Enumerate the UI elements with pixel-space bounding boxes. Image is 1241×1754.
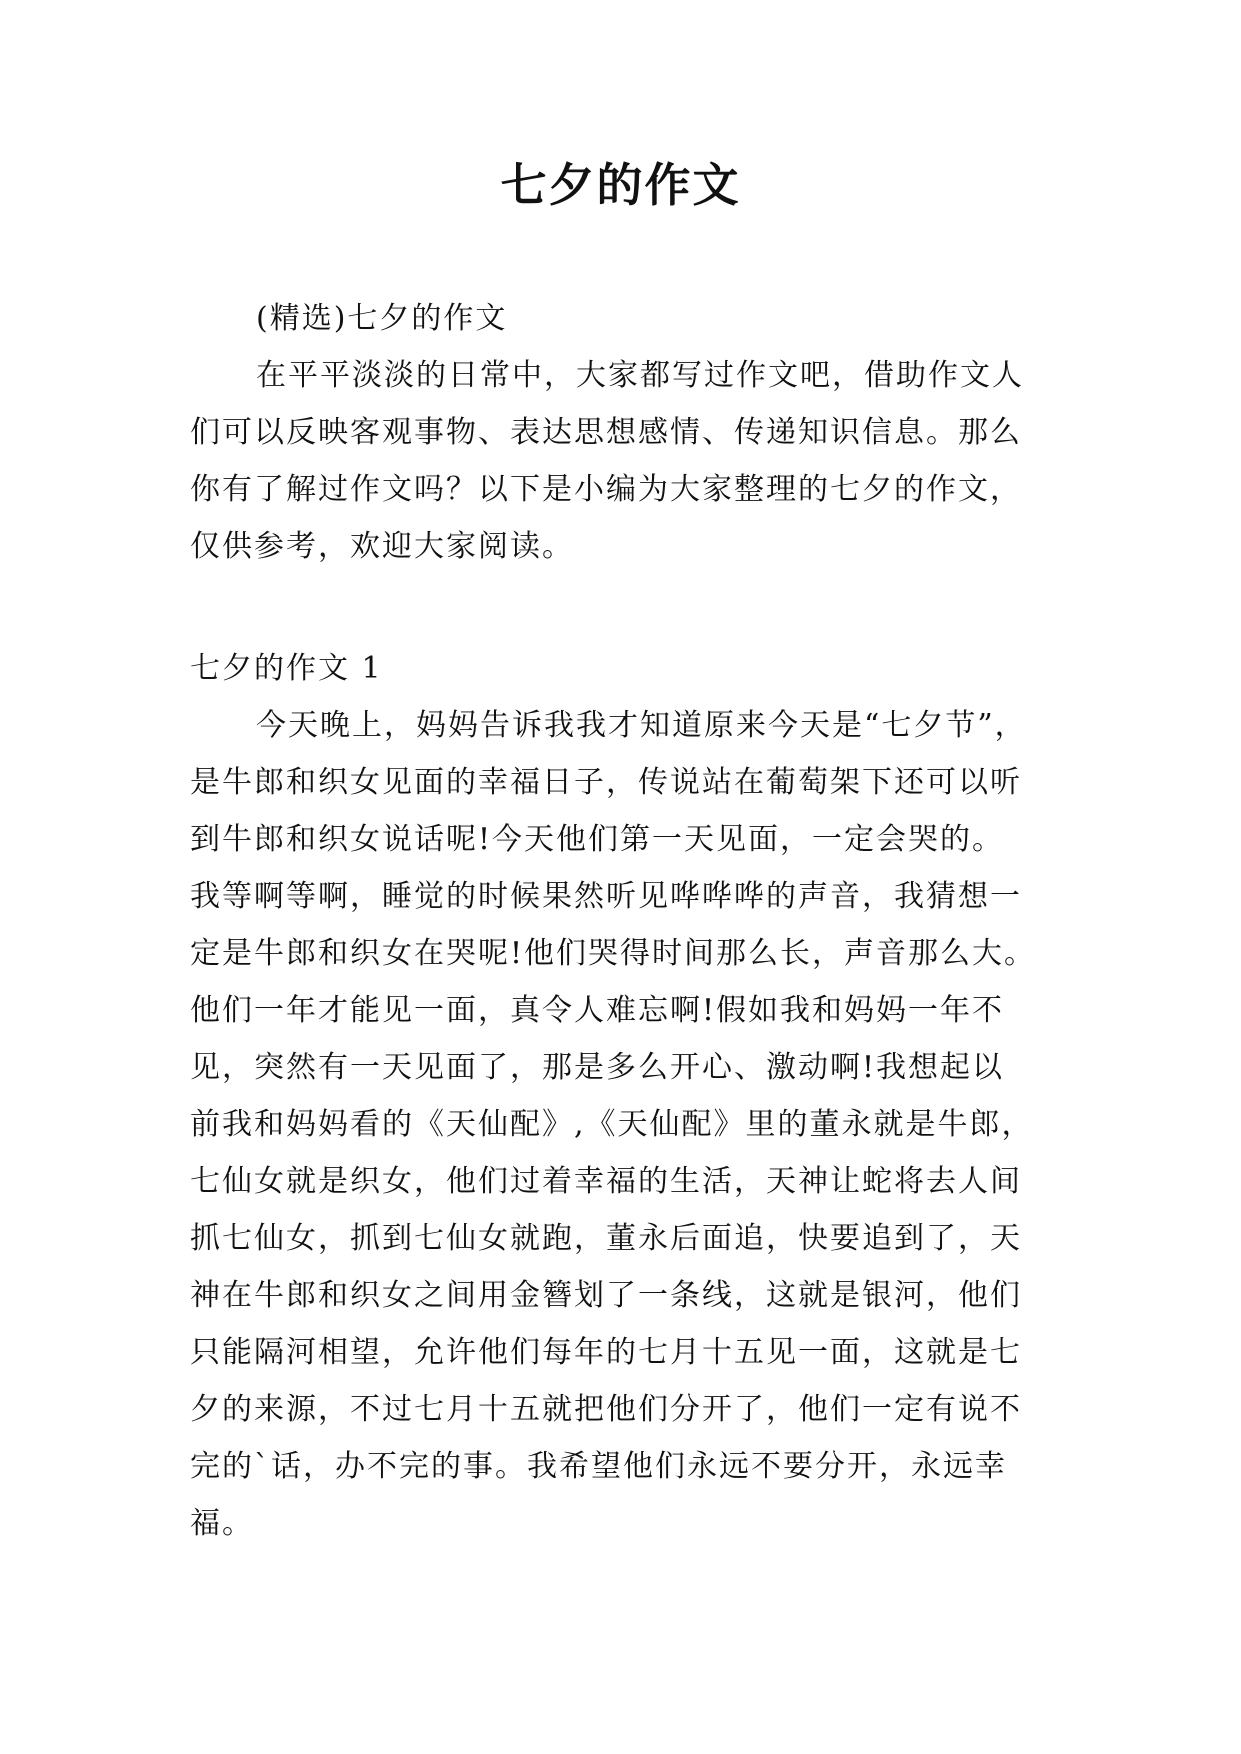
paragraph-line: 我等啊等啊，睡觉的时候果然听见哗哗哗的声音，我猜想一 [190, 879, 1022, 914]
paragraph-line: 抓七仙女，抓到七仙女就跑，董永后面追，快要追到了，天 [190, 1221, 1022, 1256]
essay-section-1 [190, 640, 1060, 1552]
paragraph-line: 完的`话，办不完的事。我希望他们永远不要分开，永远幸 [190, 1449, 1007, 1484]
paragraph-line: 福。 [190, 1506, 254, 1541]
intro-block [190, 290, 1060, 575]
paragraph-line: 前我和妈妈看的《天仙配》,《天仙配》里的董永就是牛郎， [190, 1107, 1034, 1142]
intro-line: 仅供参考，欢迎大家阅读。 [190, 529, 574, 564]
paragraph-line: 今天晚上，妈妈告诉我我才知道原来今天是“七夕节”， [256, 708, 1027, 743]
section-heading: 七夕的作文 1 [190, 651, 383, 686]
paragraph-line: 到牛郎和织女说话呢!今天他们第一天见面，一定会哭的。 [190, 822, 1005, 857]
paragraph-line: 他们一年才能见一面，真令人难忘啊!假如我和妈妈一年不 [190, 993, 1005, 1028]
paragraph-line: 只能隔河相望，允许他们每年的七月十五见一面，这就是七 [190, 1335, 1022, 1370]
paragraph-line: 七仙女就是织女，他们过着幸福的生活，天神让蛇将去人间 [190, 1164, 1022, 1199]
document-title: 七夕的作文 [500, 158, 741, 212]
paragraph-line: 定是牛郎和织女在哭呢!他们哭得时间那么长，声音那么大。 [190, 936, 1037, 971]
paragraph-line: 神在牛郎和织女之间用金簪划了一条线，这就是银河，他们 [190, 1278, 1022, 1313]
paragraph-line: 夕的来源，不过七月十五就把他们分开了，他们一定有说不 [190, 1392, 1022, 1427]
intro-subtitle: (精选)七夕的作文 [256, 301, 508, 336]
paragraph-line: 见，突然有一天见面了，那是多么开心、激动啊!我想起以 [190, 1050, 1005, 1085]
paragraph-line: 是牛郎和织女见面的幸福日子，传说站在葡萄架下还可以听 [190, 765, 1022, 800]
intro-line: 在平平淡淡的日常中，大家都写过作文吧，借助作文人 [256, 358, 1024, 393]
intro-line: 你有了解过作文吗？以下是小编为大家整理的七夕的作文， [190, 472, 1022, 507]
intro-line: 们可以反映客观事物、表达思想感情、传递知识信息。那么 [190, 415, 1022, 450]
